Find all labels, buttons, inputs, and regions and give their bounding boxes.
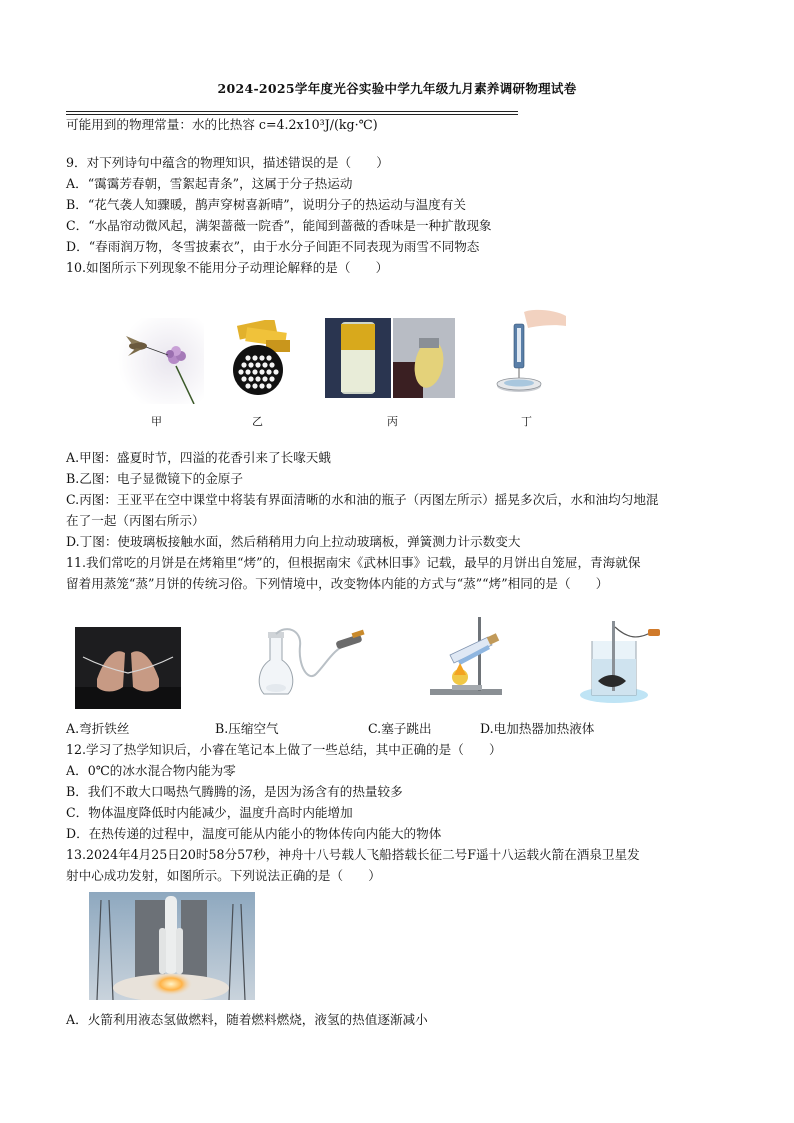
- q9-option-a: A．“霭霭芳春朝，雪絮起青条”，这属于分子热运动: [66, 176, 353, 191]
- q10-option-a: A.甲图：盛夏时节，四溢的花香引来了长喙天蛾: [66, 450, 331, 465]
- figure-compress-air: [256, 626, 366, 702]
- q9-option-b: B．“花气袭人知骤暖，鹊声穿树喜新晴”，说明分子的热运动与温度有关: [66, 197, 466, 212]
- figure-bending-wire: [75, 627, 181, 709]
- q10-option-b: B.乙图：电子显微镜下的金原子: [66, 471, 243, 486]
- caption-ding: 丁: [521, 415, 532, 428]
- caption-bing: 丙: [387, 415, 398, 428]
- figure-yi-gold-atoms: [226, 320, 294, 398]
- q11-stem: 11.我们常吃的月饼是在烤箱里“烤”的，但根据南宋《武林旧事》记载，最早的月饼出自笼屉，青海就保: [66, 555, 641, 570]
- figure-electric-heater: [578, 619, 668, 707]
- figure-ding-spring-scale: [494, 308, 566, 400]
- header-divider: [66, 111, 518, 112]
- q11-option-a: A.弯折铁丝: [66, 721, 130, 736]
- caption-jia: 甲: [151, 415, 162, 428]
- q9-option-c: C．“水晶帘动微风起，满架蔷薇一院香”，能闻到蔷薇的香味是一种扩散现象: [66, 218, 492, 233]
- q10-option-c: C.丙图：王亚平在空中课堂中将装有界面清晰的水和油的瓶子（丙图左所示）摇晃多次后，水和油均匀地混: [66, 492, 659, 507]
- physical-constants: 可能用到的物理常量：水的比热容 c=4.2x10³J/(kg·℃): [66, 117, 378, 132]
- q11-option-b: B.压缩空气: [215, 721, 279, 736]
- q12-option-a: A．0℃的冰水混合物内能为零: [66, 763, 236, 778]
- q12-option-b: B．我们不敢大口喝热气腾腾的汤，是因为汤含有的热量较多: [66, 784, 403, 799]
- q10-stem: 10.如图所示下列现象不能用分子动理论解释的是（ ）: [66, 260, 389, 275]
- page-title: 2024-2025学年度光谷实验中学九年级九月素养调研物理试卷: [217, 81, 577, 96]
- q11-option-d: D.电加热器加热液体: [480, 721, 595, 736]
- q12-option-c: C．物体温度降低时内能减少，温度升高时内能增加: [66, 805, 353, 820]
- q10-option-d: D.丁图：使玻璃板接触水面，然后稍稍用力向上拉动玻璃板，弹簧测力计示数变大: [66, 534, 521, 549]
- q9-option-d: D．“春雨润万物，冬雪披素衣”，由于水分子间距不同表现为雨雪不同物态: [66, 239, 480, 254]
- caption-yi: 乙: [252, 415, 263, 428]
- figure-cork-pop-out: [424, 615, 514, 699]
- figure-jia-moth-flower: [118, 318, 204, 404]
- q12-option-d: D．在热传递的过程中，温度可能从内能小的物体传向内能大的物体: [66, 826, 442, 841]
- figure-bing-right-mixed: [393, 318, 455, 398]
- q13-option-a: A．火箭利用液态氢做燃料，随着燃料燃烧，液氢的热值逐渐减小: [66, 1012, 428, 1027]
- q12-stem: 12.学习了热学知识后，小睿在笔记本上做了一些总结，其中正确的是（ ）: [66, 742, 502, 757]
- q11-stem-cont: 留着用蒸笼“蒸”月饼的传统习俗。下列情境中，改变物体内能的方式与“蒸”“烤”相同的是（ ）: [66, 576, 609, 591]
- q13-stem-cont: 射中心成功发射，如图所示。下列说法正确的是（ ）: [66, 868, 381, 883]
- figure-rocket-launch: [89, 892, 255, 1000]
- q11-option-c: C.塞子跳出: [368, 721, 432, 736]
- q10-option-c-cont: 在了一起（丙图右所示）: [66, 513, 205, 528]
- q9-stem: 9．对下列诗句中蕴含的物理知识，描述错误的是（ ）: [66, 155, 389, 170]
- q13-stem: 13.2024年4月25日20时58分57秒，神舟十八号载人飞船搭载长征二号F遥十八运载火箭在酒泉卫星发: [66, 847, 640, 862]
- header-divider-2: [66, 114, 518, 115]
- figure-bing-left-oil-water: [325, 318, 391, 398]
